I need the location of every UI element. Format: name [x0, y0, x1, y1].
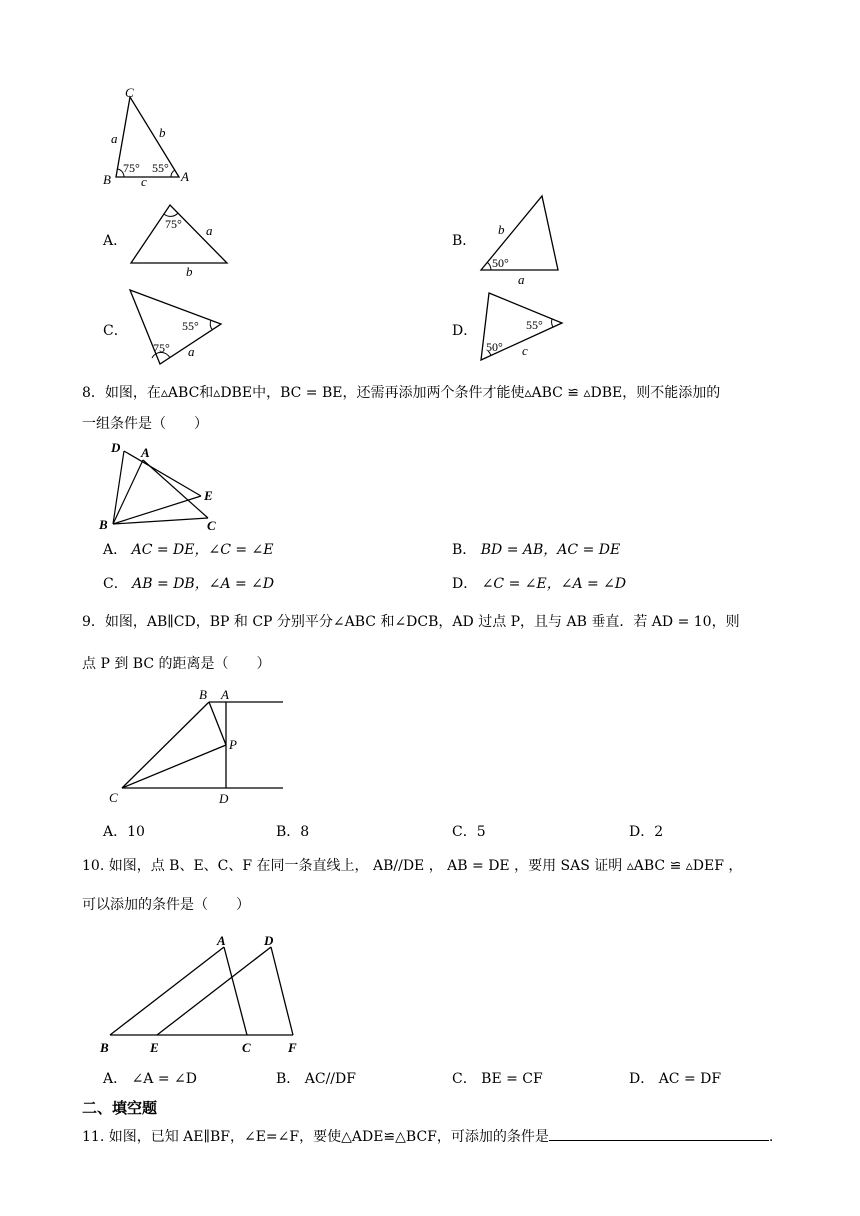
q9-option-b-label: B．	[276, 824, 301, 840]
q7-option-c-triangle	[126, 286, 231, 371]
q7-label-C: C	[125, 85, 134, 100]
q9-option-b-text: 8	[300, 824, 310, 840]
q10-option-b-text: AC//DF	[304, 1071, 356, 1087]
q10-option-d-label: D．	[629, 1071, 655, 1087]
q7-label-B: B	[103, 172, 111, 187]
q8-label-D: D	[111, 440, 121, 455]
q8-figure	[96, 438, 231, 536]
q7-option-a-side2: b	[186, 264, 193, 279]
q10-option-a-label: A．	[103, 1071, 128, 1087]
q11-question	[82, 1126, 773, 1147]
q10-option-c-label: C．	[452, 1071, 477, 1087]
q8-label-A: A	[141, 445, 150, 460]
q7-reference-triangle	[95, 85, 195, 190]
q7-label-b: b	[159, 125, 166, 140]
q9-label-B: B	[199, 687, 207, 702]
q7-angle-A: 55°	[152, 161, 169, 175]
q11-answer-blank[interactable]	[549, 1126, 769, 1141]
q7-option-c-label: C．	[103, 323, 128, 339]
q8-option-c-label: C．	[103, 576, 128, 592]
q10-option-c-text: BE = CF	[481, 1071, 543, 1087]
q8-question-line1: 8．如图，在▵ABC和▵DBE中，BC = BE，还需再添加两个条件才能使▵ABC ≌ ▵DBE，则不能添加的	[82, 385, 721, 401]
q11-text: 11. 如图，已知 AE∥BF，∠E=∠F，要使△ADE≌△BCF，可添加的条件是	[82, 1129, 549, 1145]
q9-label-C: C	[109, 790, 118, 805]
q9-option-d-text: 2	[654, 824, 664, 840]
q9-label-A: A	[221, 687, 229, 702]
q7-angle-B: 75°	[123, 161, 140, 175]
q7-option-b-label: B．	[452, 233, 477, 249]
q7-option-a-label: A．	[103, 233, 128, 249]
q7-label-a: a	[111, 131, 118, 146]
q10-label-E: E	[150, 1040, 159, 1055]
q8-option-a-label: A．	[103, 542, 128, 558]
q9-question-line2: 点 P 到 BC 的距离是（ ）	[82, 656, 271, 672]
q10-label-B: B	[100, 1040, 109, 1055]
q10-question-line1: 10. 如图，点 B、E、C、F 在同一条直线上， AB//DE ， AB = DE ，要用 SAS 证明 ▵ABC ≌ ▵DEF ，	[82, 858, 743, 874]
q10-figure	[96, 930, 311, 1058]
q10-label-A: A	[217, 933, 226, 948]
q8-label-E: E	[204, 488, 213, 503]
q8-option-d-label: D．	[452, 576, 478, 592]
q8-option-b-label: B．	[452, 542, 477, 558]
q11-period: .	[768, 1129, 774, 1145]
q7-option-c-angle1: 55°	[182, 319, 199, 333]
q7-option-b-triangle	[478, 192, 568, 287]
q8-label-C: C	[207, 518, 216, 533]
q8-label-B: B	[99, 517, 108, 532]
q7-option-d-label: D．	[452, 323, 478, 339]
q7-option-a-triangle	[128, 200, 238, 280]
q7-option-d-triangle	[478, 288, 573, 368]
q7-option-d-angle2: 50°	[486, 340, 503, 354]
q7-label-c: c	[141, 174, 147, 189]
q7-option-d-angle1: 55°	[526, 318, 543, 332]
q7-option-c-angle2: 75°	[153, 341, 170, 355]
q9-option-a-text: 10	[127, 824, 145, 840]
q10-option-d-text: AC = DF	[658, 1071, 722, 1087]
q10-label-C: C	[242, 1040, 251, 1055]
q9-option-c-label: C．	[452, 824, 477, 840]
q10-question-line2: 可以添加的条件是（ ）	[82, 897, 250, 913]
q7-option-b-side2: a	[518, 272, 525, 287]
q8-question-line2: 一组条件是（ ）	[82, 416, 208, 432]
q7-option-b-side1: b	[498, 222, 505, 237]
section-title: 二、填空题	[82, 1099, 158, 1117]
q8-option-a-text: AC = DE，∠C = ∠E	[131, 542, 274, 558]
q7-option-b-angle: 50°	[492, 256, 509, 270]
q8-option-b-text: BD = AB，AC = DE	[480, 542, 621, 558]
q10-label-D: D	[264, 933, 274, 948]
q9-label-D: D	[219, 791, 229, 806]
q10-option-b-label: B．	[276, 1071, 301, 1087]
q10-label-F: F	[288, 1040, 297, 1055]
q9-option-a-label: A．	[103, 824, 128, 840]
q9-question-line1: 9．如图，AB∥CD，BP 和 CP 分别平分∠ABC 和∠DCB，AD 过点 P，且与 AB 垂直．若 AD = 10，则	[82, 614, 740, 630]
q9-option-c-text: 5	[476, 824, 486, 840]
q8-option-c-text: AB = DB，∠A = ∠D	[132, 576, 275, 592]
q9-figure	[105, 684, 290, 809]
q7-option-a-side1: a	[206, 223, 213, 238]
q10-option-a-text: ∠A = ∠D	[131, 1071, 198, 1087]
q7-option-c-side: a	[188, 344, 195, 359]
q7-option-a-angle: 75°	[165, 217, 182, 231]
q9-option-d-label: D．	[629, 824, 655, 840]
q9-label-P: P	[229, 737, 237, 752]
q8-option-d-text: ∠C = ∠E，∠A = ∠D	[481, 576, 627, 592]
q7-option-d-side: c	[522, 343, 528, 358]
q7-label-A: A	[181, 169, 189, 184]
